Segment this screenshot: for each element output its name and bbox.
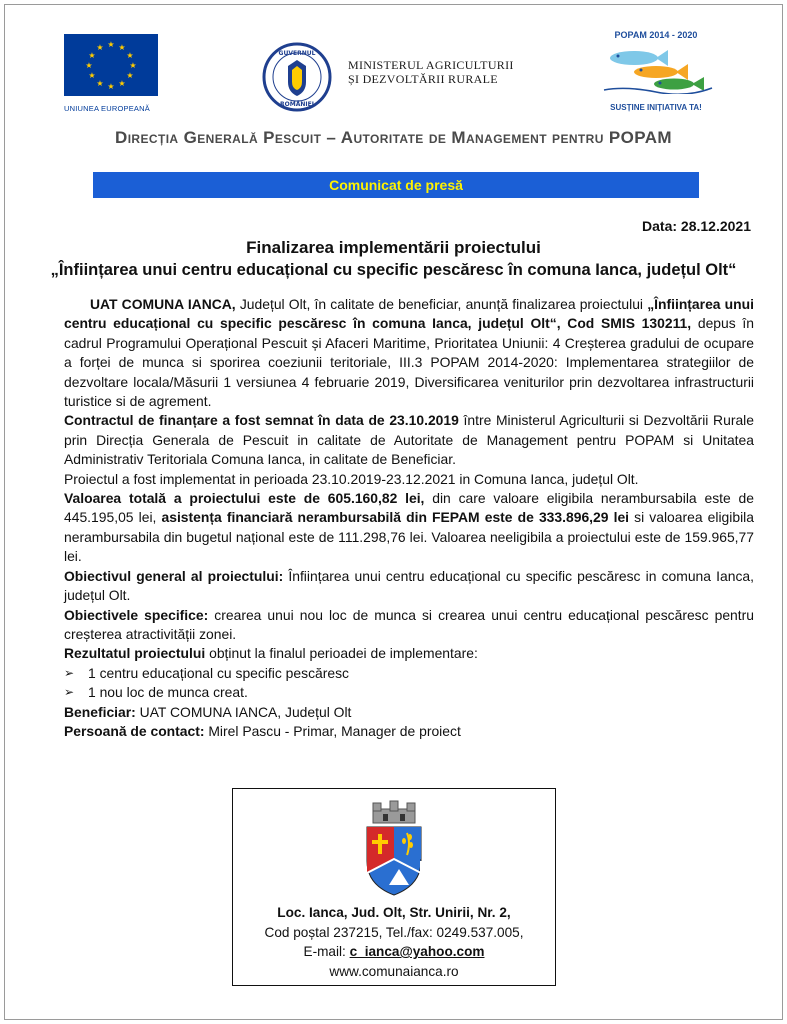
paragraph-beneficiary-announcement xyxy=(64,295,754,411)
p3-text: Proiectul a fost implementat in perioada 23.10.2019-23.12.2021 in Comuna Ianca, județul Olt. xyxy=(64,470,639,487)
arrow-bullet-icon: ➢ xyxy=(64,665,75,680)
press-release-body xyxy=(64,295,754,741)
svg-text:★: ★ xyxy=(129,61,137,70)
ministry-line-1: MINISTERUL AGRICULTURII xyxy=(348,58,514,72)
contact-label: Persoană de contact: xyxy=(64,722,205,739)
contact-postal-phone: Cod poștal 237215, Tel./fax: 0249.537.005, xyxy=(264,924,524,940)
release-date: Data: 28.12.2021 xyxy=(642,218,751,234)
p2-lead: Contractul de finanțare a fost semnat în data de 23.10.2019 xyxy=(64,412,459,429)
popam-slogan: SUSȚINE INIȚIATIVA TA! xyxy=(610,103,702,112)
contact-value: Mirel Pascu - Primar, Manager de proiect xyxy=(204,722,461,739)
svg-text:★: ★ xyxy=(126,51,134,60)
svg-text:★: ★ xyxy=(118,79,126,88)
ministry-name xyxy=(348,58,514,86)
contact-lines xyxy=(233,903,555,981)
contact-address: Loc. Ianca, Jud. Olt, Str. Unirii, Nr. 2, xyxy=(277,905,511,920)
svg-text:★: ★ xyxy=(88,51,96,60)
p2-text: între Ministerul Agriculturii si Dezvoltării Rurale prin Direcția Generala de Pescuit in calitate de Autoritate de Management pentru POPAM si Unitatea Administrativ Teritoriala Comuna Ianca, in calitate de Beneficiar. xyxy=(64,412,754,468)
svg-text:★: ★ xyxy=(85,61,93,70)
svg-text:★: ★ xyxy=(126,71,134,80)
popam-logo xyxy=(596,30,716,112)
directorate-title: Direcția Generală Pescuit – Autoritate de Management pentru POPAM xyxy=(115,128,672,147)
email-label: E-mail: xyxy=(303,944,350,959)
commune-crest-icon xyxy=(359,799,429,897)
paragraph-results xyxy=(64,644,754,663)
list-item xyxy=(64,683,754,702)
p6-text: crearea unui nou loc de munca si crearea unui centru educațional pescăresc pentru creșterea atractivității zonei. xyxy=(64,606,754,642)
document-title: Finalizarea implementării proiectului xyxy=(246,238,541,257)
press-release-label: Comunicat de presă xyxy=(329,177,463,193)
popam-title: POPAM 2014 - 2020 xyxy=(614,30,698,40)
popam-fish-icon xyxy=(596,42,716,94)
p1-text-b: depus în cadrul Programului Operațional Pescuit și Afaceri Maritime, Prioritatea Uniunii: 4 Creșterea gradului de ocupare a forței de munca si sporirea coeziunii teritoriale, III.3 POPAM 2014-2020: Implementarea strategiilor de dezvoltare locala/Măsurii 1 versiunea 4 februarie 2019, Diversificarea veniturilor prin dezvoltarea infrastructurii turistice si de agrement. xyxy=(64,315,754,410)
p4-lead: Valoarea totală a proiectului este de 605.160,82 lei, xyxy=(64,490,425,507)
eu-caption: UNIUNEA EUROPEANĂ xyxy=(64,104,150,113)
p7-lead: Rezultatul proiectului xyxy=(64,645,206,662)
website-link[interactable]: www.comunaianca.ro xyxy=(329,963,459,979)
ministry-line-2: ȘI DEZVOLTĂRII RURALE xyxy=(348,72,498,86)
p4-text-a: din care valoare eligibila nerambursabila este de 445.195,05 lei, xyxy=(64,490,754,526)
p5-text: Înființarea unui centru educațional cu specific pescăresc in comuna Ianca, județul Olt. xyxy=(64,567,754,604)
result-item-1: 1 centru educațional cu specific pescăresc xyxy=(88,664,349,681)
email-link[interactable]: c_ianca@yahoo.com xyxy=(349,944,485,959)
svg-text:★: ★ xyxy=(107,40,115,49)
beneficiary-label: Beneficiar: xyxy=(64,703,136,720)
beneficiary-value: UAT COMUNA IANCA, Județul Olt xyxy=(135,703,352,720)
p6-lead: Obiectivele specifice: xyxy=(64,606,209,623)
svg-text:★: ★ xyxy=(96,43,104,52)
p4-text-b: si valoarea eligibila nerambursabila din bugetul național este de 111.298,76 lei. Valoarea neeligibila a proiectului este de 159.965,77 lei. xyxy=(64,509,754,565)
contact-email-line xyxy=(233,942,555,962)
result-item-2: 1 nou loc de munca creat. xyxy=(88,684,248,701)
list-item xyxy=(64,664,754,683)
paragraph-specific-objectives xyxy=(64,606,754,645)
eu-flag-icon xyxy=(64,34,158,96)
paragraph-beneficiary xyxy=(64,703,754,722)
project-title: „Înființarea unui centru educațional cu specific pescăresc în comuna Ianca, județul Olt“ xyxy=(50,261,737,279)
p4-bold: asistența financiară nerambursabilă din FEPAM este de 333.896,29 lei xyxy=(161,509,630,526)
p1-project: „Înființarea unui centru educațional cu specific pescăresc în comuna Ianca, județul Olt“, Cod SMIS 130211, xyxy=(64,296,754,332)
paragraph-contact xyxy=(64,722,754,741)
svg-text:★: ★ xyxy=(96,79,104,88)
p7-text: obținut la finalul perioadei de implementare: xyxy=(205,645,478,662)
paragraph-value xyxy=(64,489,754,567)
arrow-bullet-icon: ➢ xyxy=(64,685,75,700)
p1-lead: UAT COMUNA IANCA, xyxy=(90,296,236,312)
eu-logo xyxy=(64,34,158,113)
results-list xyxy=(64,664,754,703)
p5-lead: Obiectivul general al proiectului: xyxy=(64,567,284,584)
svg-text:★: ★ xyxy=(88,71,96,80)
gov-seal-icon xyxy=(262,42,332,112)
press-release-banner xyxy=(93,172,699,198)
paragraph-implementation-period xyxy=(64,470,754,489)
paragraph-general-objective xyxy=(64,567,754,606)
paragraph-contract xyxy=(64,411,754,469)
svg-text:★: ★ xyxy=(107,82,115,91)
contact-box xyxy=(232,788,556,986)
p1-text-a: Județul Olt, în calitate de beneficiar, anunță finalizarea proiectului xyxy=(235,296,648,312)
gov-seal-top-text: GUVERNUL xyxy=(278,50,316,57)
gov-seal-bottom-text: ROMÂNIEI xyxy=(280,101,314,108)
svg-text:★: ★ xyxy=(118,43,126,52)
